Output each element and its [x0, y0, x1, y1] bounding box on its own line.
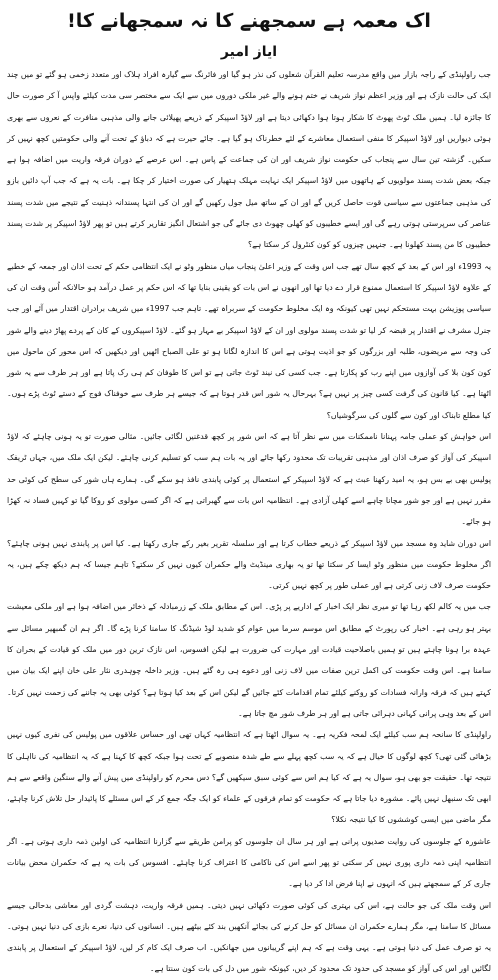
body-paragraph: جب راولپنڈی کے راجہ بازار میں واقع مدرسہ تعلیم القرآن شعلوں کی نذر ہو گیا اور فائرنگ سے گیارہ افراد ہلاک اور متعدد زخمی ہو گئے تو میں چند ایک کی حالت نازک ہے اور وزیر اعظم نواز شریف نے ختم ہونے والے غیر ملکی دوروں میں سے ایک سے مختصر سی مدت کیلئے واپس آ کر صورت حال کا جائزہ لیا۔ ہمیں ملک ٹوٹ پھوٹ کا شکار ہوتا ہوا دکھائی دیتا ہے اور لاؤڈ اسپیکر کے ذریعے پھیلائی جانے والی مذہبی منافرت کے نعروں سے بھری ہوئی دیواریں اور لاؤڈ اسپیکر کا منفی استعمال معاشرے کے لئے خطرناک ہو گیا ہے۔ جائے حیرت ہے کہ دباؤ کے تحت آنے والی حکومتیں کچھ نہیں کر سکیں۔ گزشتہ تین سال سے پنجاب کی حکومت نواز شریف اور ان کی جماعت کے پاس ہے۔ اس عرصے کے دوران فرقہ واریت میں اضافہ ہوا ہے جبکہ بعض شدت پسند مولویوں کے ہاتھوں میں لاؤڈ اسپیکر ایک نہایت مہلک ہتھیار کی صورت اختیار کر چکا ہے۔ بات یہ ہے کہ جب آپ دائیں بازو کی مذہبی جماعتوں سے سیاسی قوت حاصل کریں گے اور ان کے ساتھ میل جول رکھیں گے اور ان کی انتہا پسندانہ ذہنیت کے نتیجے میں شدت پسند عناصر کی سرپرستی ہوتی رہے گی اور ایسے خطیبوں کو کھلی چھوٹ دی جائے گی جو اشتعال انگیز تقاریر کرتے ہیں تو پھر لاؤڈ اسپیکر پر شدت پسند خطیبوں کا من پسند کھلونا ہے۔ جنہیں چیزوں کو کون کنٹرول کر سکتا ہے؟: [7, 70, 491, 250]
body-paragraph: عاشورہ کے جلوسوں کی روایت صدیوں پرانی ہے اور ہر سال ان جلوسوں کو پرامن طریقے سے گزارنا انتظامیہ کی اولین ذمہ داری ہوتی ہے۔ اگر انتظامیہ اپنی ذمہ داری پوری نہیں کر سکتی تو پھر اسے اس کی ناکامی کا اعتراف کرنا چاہئے۔ افسوس کی بات یہ ہے کہ حکمران محض بیانات جاری کر کے سمجھتے ہیں کہ انہوں نے اپنا فرض ادا کر دیا ہے۔: [7, 836, 491, 889]
body-paragraph: اس دوران شاید وہ مسجد میں لاؤڈ اسپیکر کے ذریعے خطاب کرتا ہے اور سلسلہ تقریر بغیر رکے جاری رکھتا ہے۔ کیا اس پر پابندی نہیں ہونی چاہئے؟ اگر مخلوط حکومت میں منظور وٹو ایسا کر سکتا تھا تو یہ بھاری مینڈیٹ والے حکمران کیوں نہیں کر سکتے؟ تاہم جیسا کہ ہم دیکھ چکے ہیں، یہ حکومت صرف لاف زنی کرتی ہے اور عملی طور پر کچھ نہیں کرتی۔: [7, 538, 491, 591]
body-paragraph: جب میں یہ کالم لکھ رہا تھا تو میری نظر ایک اخبار کے اداریے پر پڑی۔ اس کے مطابق ملک کے زرمبادلہ کے ذخائر میں اضافہ ہوا ہے اور ملکی معیشت بہتر ہو رہی ہے۔ اخبار کی رپورٹ کے مطابق اس موسم سرما میں عوام کو شدید لوڈ شیڈنگ کا سامنا کرنا پڑے گا۔ اگر ہم ان گمبھیر مسائل سے عہدہ برا ہونا چاہتے ہیں تو ہمیں باصلاحیت قیادت اور مہارت کی ضرورت ہے لیکن افسوس، اس نازک ترین دور میں ملک کو قیادت کے بحران کا سامنا ہے۔ اس وقت حکومت کی اکمل ترین صفات میں لاف زنی اور دعوے ہی رہ گئے ہیں۔ وزیر داخلہ چوہدری نثار علی خان اپنے ایک بیان میں کہتے ہیں کہ فرقہ وارانہ فسادات کو روکنے کیلئے تمام اقدامات کئے جائیں گے لیکن اس کے بعد کیا ہوتا ہے؟ کوئی بھی یہ جاننے کی زحمت نہیں کرتا۔ اس کے بعد وہی پرانی کہانی دہرائی جاتی ہے اور ہر طرف شور مچ جاتا ہے۔: [7, 602, 491, 718]
body-paragraph: یہ 1993ء اور اس کے بعد کے کچھ سال تھے جب اس وقت کے وزیر اعلیٰ پنجاب میاں منظور وٹو نے ایک انتظامی حکم کے تحت اذان اور جمعہ کے خطبے کے علاوہ لاؤڈ اسپیکر کا استعمال ممنوع قرار دے دیا تھا اور انھوں نے اس بات کو یقینی بنایا تھا کہ اس حکم پر عمل درآمد ہو حالانکہ اُس وقت ان کی سیاسی پوزیشن بہت مستحکم نہیں تھی کیونکہ وہ ایک مخلوط حکومت کے سربراہ تھے۔ تاہم جب 1997ء میں شریف برادران اقتدار میں آئے اور جب جنرل مشرف نے اقتدار پر قبضہ کر لیا تو شدت پسند مولوی اور ان کے لاؤڈ اسپیکر بے مہار ہو گئے۔ لاؤڈ اسپیکروں کے کان کے پردے پھاڑ دینے والے شور کی وجہ سے مریضوں، طلبہ اور بزرگوں کو جو اذیت ہوتی ہے اس کا اندازہ لگانا ہو تو علی الصباح اٹھیں اور دیکھیں کہ اس محور کن ماحول میں کون کون بلا کی آوازوں میں اپنے رب کو پکارتا ہے۔ جب کسی کی نیند ٹوٹ جاتی ہے تو اس کا طوفان کم ہی رک پاتا ہے اور ہر طرف سے یہ شور اٹھتا ہے۔ کیا قانون کی گرفت کسی چیز پر نہیں ہے؟ بہرحال یہ شور اس قدر ہوتا ہے کہ جیسے ہر طرف سے خوفناک فوج کے دستے ٹوٹ پڑے ہوں۔ کیا مطلع تابناک اور کون سے گلوں کی سرگوشیاں؟: [7, 261, 491, 420]
column-headline: اک معمہ ہے سمجھنے کا نہ سمجھانے کا!: [67, 10, 431, 32]
body-paragraph: راولپنڈی کا سانحہ ہم سب کیلئے ایک لمحہ فکریہ ہے۔ یہ سوال اٹھتا ہے کہ انتظامیہ کہاں تھی اور حساس علاقوں میں پولیس کی نفری کیوں نہیں بڑھائی گئی تھی؟ کچھ لوگوں کا خیال ہے کہ یہ سب کچھ پہلے سے طے شدہ منصوبے کے تحت ہوا جبکہ کچھ کا کہنا ہے کہ یہ انتظامیہ کی نااہلی کا نتیجہ تھا۔ حقیقت جو بھی ہو، سوال یہ ہے کہ کیا ہم اس سے کوئی سبق سیکھیں گے؟ دس محرم کو راولپنڈی میں پیش آنے والے سنگین واقعے سے ہم ابھی تک سنبھل نہیں پائے۔ مشورہ دیا جاتا ہے کہ حکومت کو تمام فرقوں کے علماء کو ایک جگہ جمع کر کے اس مسئلے کا پائیدار حل تلاش کرنا چاہئے، مگر ماضی میں ایسی کوششوں کا کیا نتیجہ نکلا؟: [7, 730, 491, 825]
body-paragraph: اس خواہش کو عملی جامہ پہنانا ناممکنات میں سے نظر آتا ہے کہ اس شور پر کچھ قدغنیں لگائی جائیں۔ مثالی صورت تو یہ ہونی چاہئے کہ لاؤڈ اسپیکر کی آواز کو صرف اذان اور مذہبی تقریبات تک محدود رکھا جائے اور یہ بات ہم سب کو تسلیم کرنی چاہئے۔ لیکن ایک ملک میں، جہاں ٹریفک پولیس بھی بے بس ہو، یہ امید رکھنا عبث ہے کہ لاؤڈ اسپیکر کے استعمال پر کوئی پابندی نافذ ہو سکے گی۔ ہمارے ہاں شور کی سطح کی کوئی حد مقرر نہیں ہے اور جو شور مچانا چاہے اسے کھلی آزادی ہے۔ انتظامیہ اس بات سے گھبراتی ہے کہ اگر کسی مولوی کو روکا گیا تو کہیں فساد نہ کھڑا ہو جائے۔: [7, 432, 491, 527]
body-paragraph: اس وقت ملک کی جو حالت ہے، اس کی بہتری کی کوئی صورت دکھائی نہیں دیتی۔ ہمیں فرقہ واریت، دہشت گردی اور معاشی بدحالی جیسے مسائل کا سامنا ہے، مگر ہمارے حکمران ان مسائل کو حل کرنے کی بجائے آنکھیں بند کئے بیٹھے ہیں۔ انسانوں کی دنیا، نعرے بازی کی دنیا نہیں ہوتی۔ یہ تو صرف عمل کی دنیا ہوتی ہے۔ یہی وقت ہے کہ ہم اپنے گریبانوں میں جھانکیں۔ اب صرف ایک کام کر لیں، لاؤڈ اسپیکر کے استعمال پر پابندی لگائیں اور اس کی آواز کو مسجد کی حدود تک محدود کر دیں، کیونکہ شور میں دل کی بات کون سنتا ہے۔: [7, 900, 491, 974]
column-body: [7, 64, 491, 980]
author-byline: ایاز امیر: [220, 44, 278, 60]
